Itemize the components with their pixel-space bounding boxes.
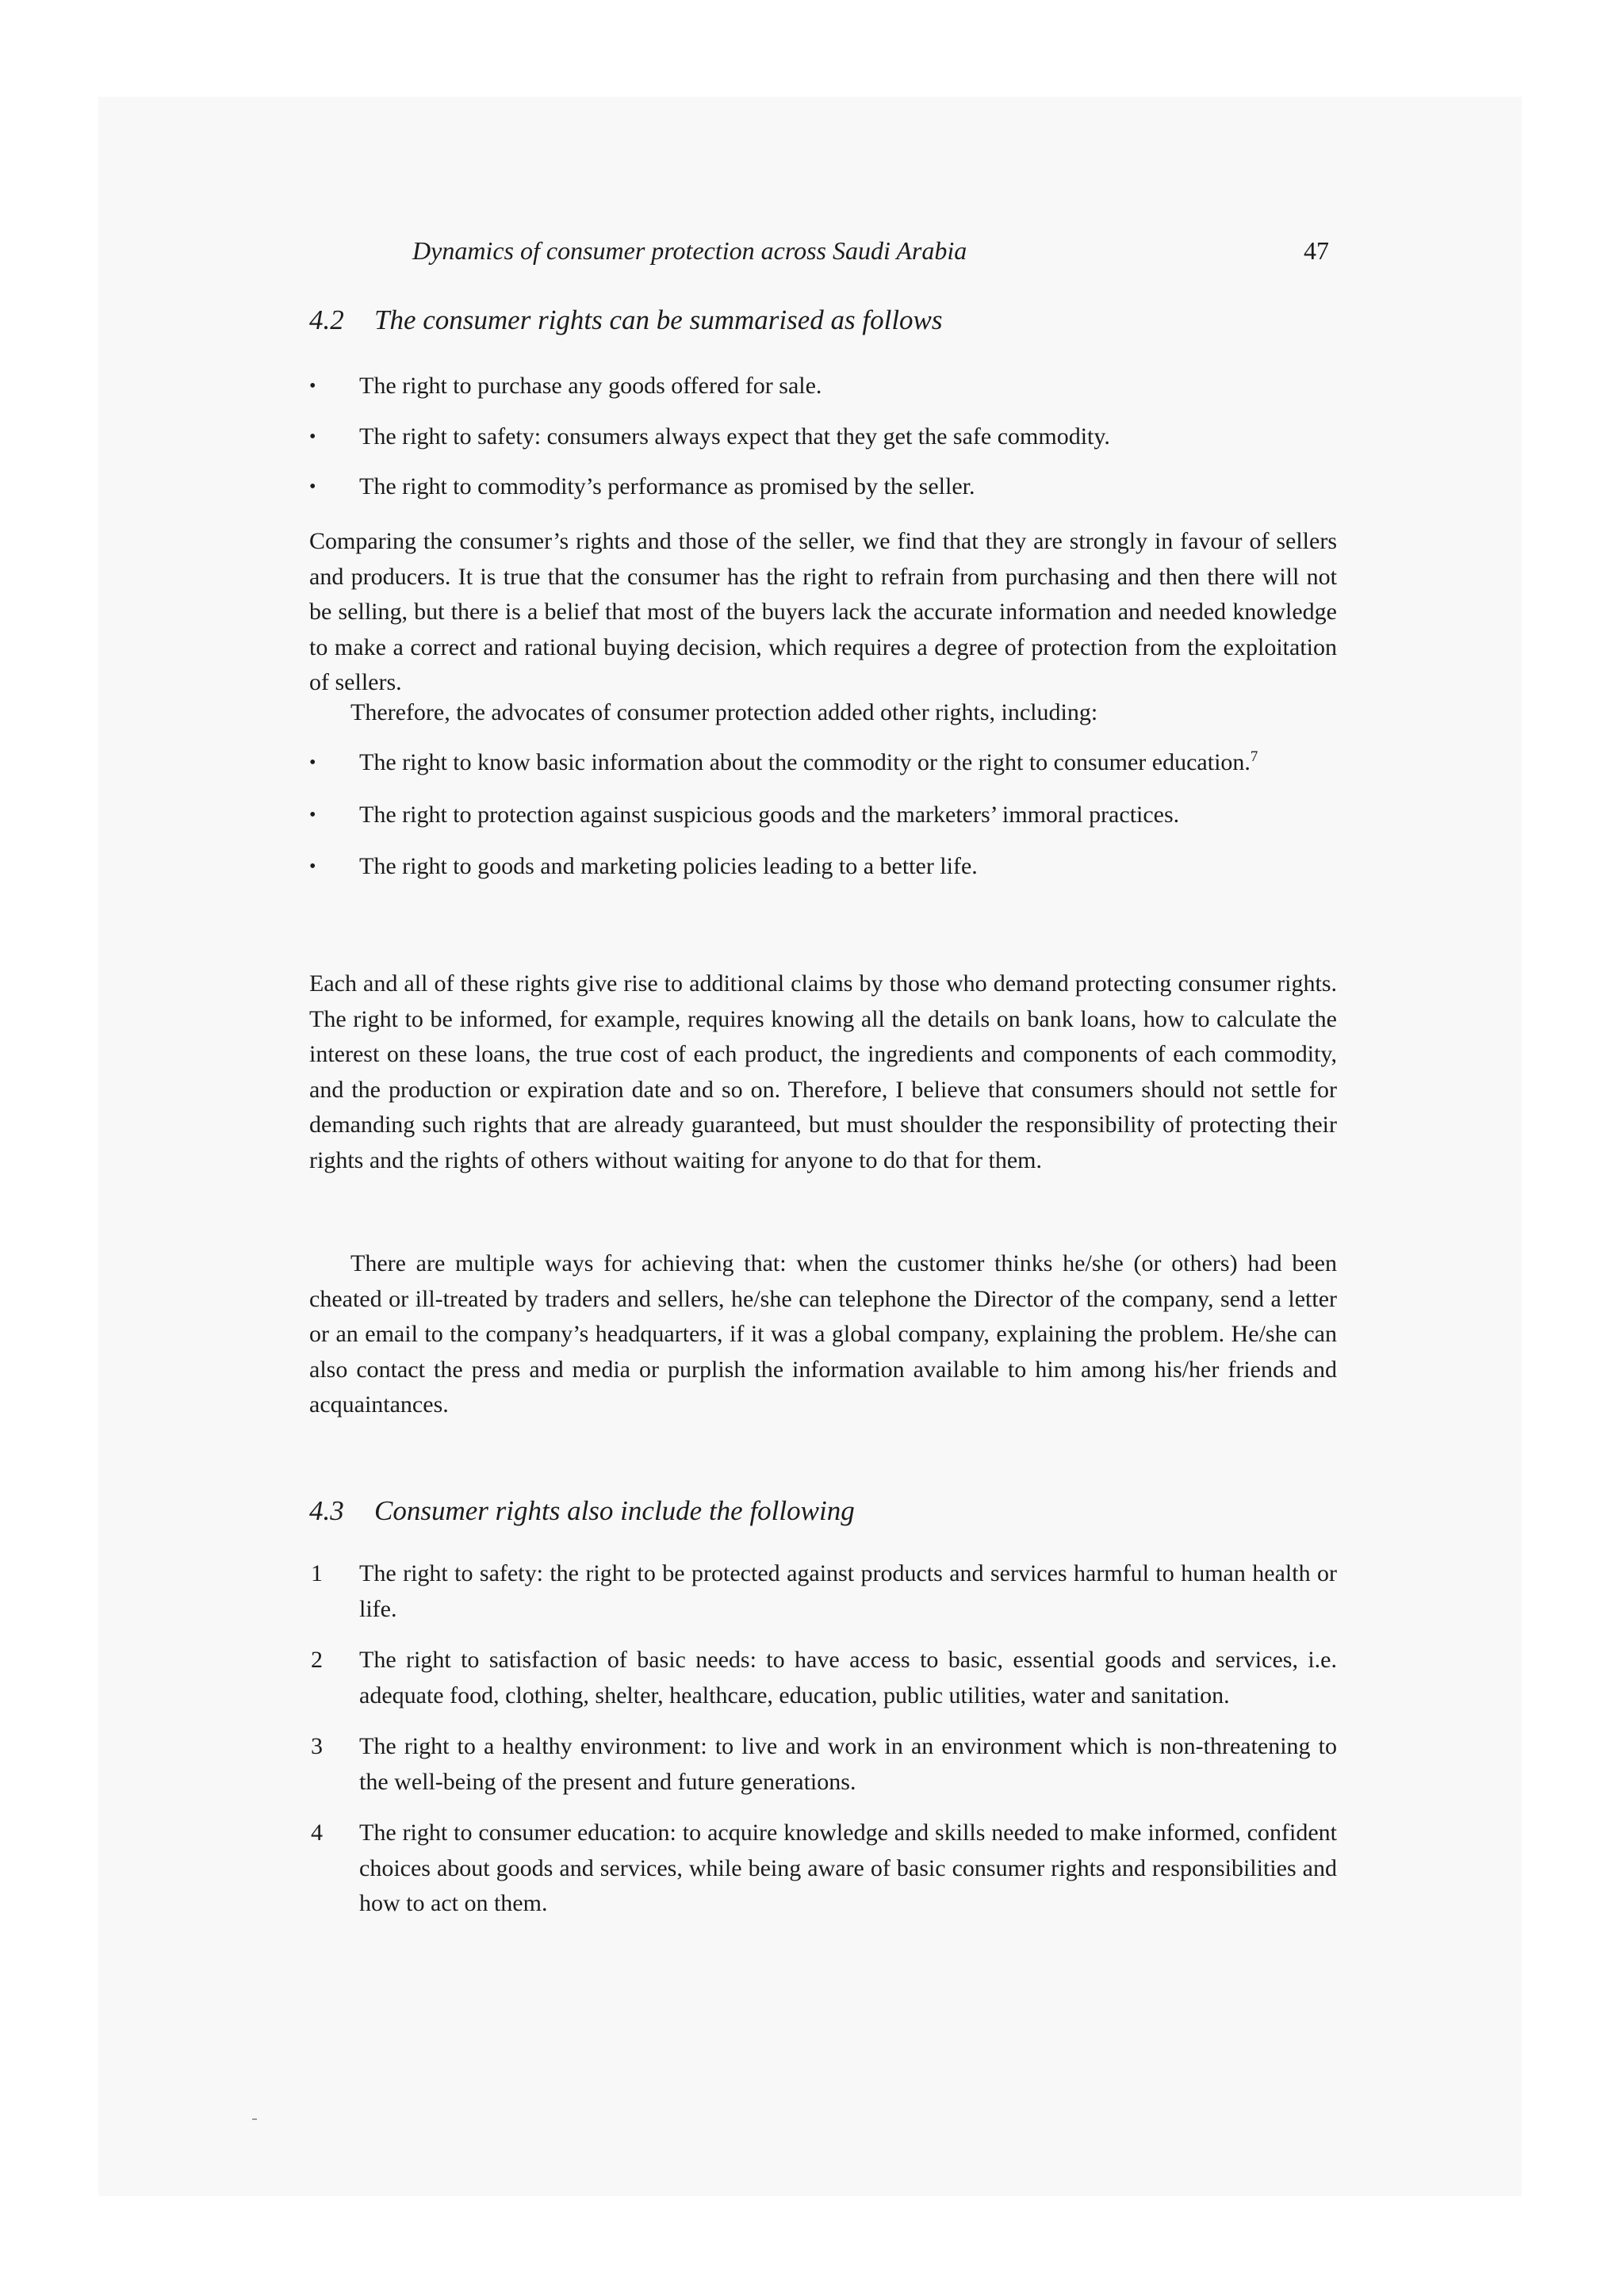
paragraph: Each and all of these rights give rise to additional claims by those who demand protecting consumer rights. The right to be informed, for example, requires knowing all the details on bank loans, how to calculate the interest on these loans, the true cost of each product, the ingredients and components of each commodity, and the production or expiration date and so on. Therefore, I believe that consumers should not settle for demanding such rights that are already guaranteed, but must shoulder the responsibility of protecting their rights and the rights of others without waiting for anyone to do that for them. bbox=[309, 970, 1337, 1173]
section-number: 4.3 bbox=[309, 1495, 344, 1526]
list-item-text: The right to a healthy environment: to live and work in an environment which is non-threatening to the well-being of the present and future generations. bbox=[359, 1733, 1337, 1795]
list-item bbox=[309, 369, 1337, 404]
bullet-icon: • bbox=[309, 752, 316, 773]
section-4-3-heading bbox=[309, 1495, 855, 1527]
paragraph: Comparing the consumer’s rights and those of the seller, we find that they are strongly in favour of sellers and producers. It is true that the consumer has the right to refrain from purchasing and then there will not be selling, but there is a belief that most of the buyers lack the accurate information and needed knowledge to make a correct and rational buying decision, which requires a degree of protection from the exploitation of sellers. bbox=[309, 528, 1337, 695]
list-item bbox=[309, 798, 1337, 833]
section-4-2-heading bbox=[309, 304, 943, 336]
list-item bbox=[309, 1816, 1337, 1922]
bullet-icon: • bbox=[309, 476, 316, 497]
rights-bullet-list bbox=[309, 369, 1337, 505]
list-number: 3 bbox=[311, 1733, 323, 1759]
list-item-text: The right to satisfaction of basic needs: to have access to basic, essential goods and services, i.e. adequate food, clothing, shelter, healthcare, education, public utilities, water and sanitation. bbox=[359, 1647, 1337, 1709]
section-number: 4.2 bbox=[309, 304, 344, 335]
running-title: Dynamics of consumer protection across Saudi Arabia bbox=[412, 236, 967, 265]
additional-rights-bullet-list bbox=[309, 745, 1337, 885]
list-item bbox=[309, 849, 1337, 885]
paragraph: Therefore, the advocates of consumer protection added other rights, including: bbox=[350, 699, 1098, 725]
list-item bbox=[309, 1643, 1337, 1713]
footnote-marker: 7 bbox=[1250, 748, 1258, 765]
list-item-text: The right to know basic information about the commodity or the right to consumer education. bbox=[359, 749, 1251, 775]
list-item-text: The right to goods and marketing policies leading to a better life. bbox=[359, 853, 978, 879]
page-number: 47 bbox=[1304, 236, 1329, 265]
list-item-text: The right to consumer education: to acquire knowledge and skills needed to make informed, confident choices about goods and services, while being aware of basic consumer rights and responsibilities and how to act on them. bbox=[359, 1820, 1337, 1916]
scan-speck bbox=[252, 2118, 257, 2120]
bullet-icon: • bbox=[309, 804, 316, 825]
list-item bbox=[309, 419, 1337, 455]
list-item-text: The right to safety: the right to be protected against products and services harmful to human health or life. bbox=[359, 1560, 1337, 1622]
list-number: 4 bbox=[311, 1820, 323, 1846]
list-item-text: The right to protection against suspicious goods and the marketers’ immoral practices. bbox=[359, 801, 1180, 828]
bullet-icon: • bbox=[309, 856, 316, 877]
list-item-text: The right to commodity’s performance as promised by the seller. bbox=[359, 473, 975, 499]
consumer-rights-numbered-list bbox=[309, 1556, 1337, 1922]
bullet-icon: • bbox=[309, 376, 316, 396]
list-item-text: The right to safety: consumers always expect that they get the safe commodity. bbox=[359, 423, 1110, 450]
list-item bbox=[309, 745, 1337, 781]
list-item bbox=[309, 1556, 1337, 1627]
paragraph: There are multiple ways for achieving that: when the customer thinks he/she (or others) had been cheated or ill-treated by traders and sellers, he/she can telephone the Director of the company, send a letter or an email to the company’s headquarters, if it was a global company, explaining the problem. He/she can also contact the press and media or purplish the information available to him among his/her friends and acquaintances. bbox=[309, 1250, 1337, 1418]
list-number: 1 bbox=[311, 1560, 323, 1586]
list-item bbox=[309, 1729, 1337, 1800]
list-item-text: The right to purchase any goods offered for sale. bbox=[359, 373, 822, 399]
section-title: The consumer rights can be summarised as follows bbox=[374, 304, 943, 335]
list-number: 2 bbox=[311, 1647, 323, 1673]
section-title: Consumer rights also include the following bbox=[374, 1495, 855, 1526]
bullet-icon: • bbox=[309, 426, 316, 447]
list-item bbox=[309, 469, 1337, 505]
